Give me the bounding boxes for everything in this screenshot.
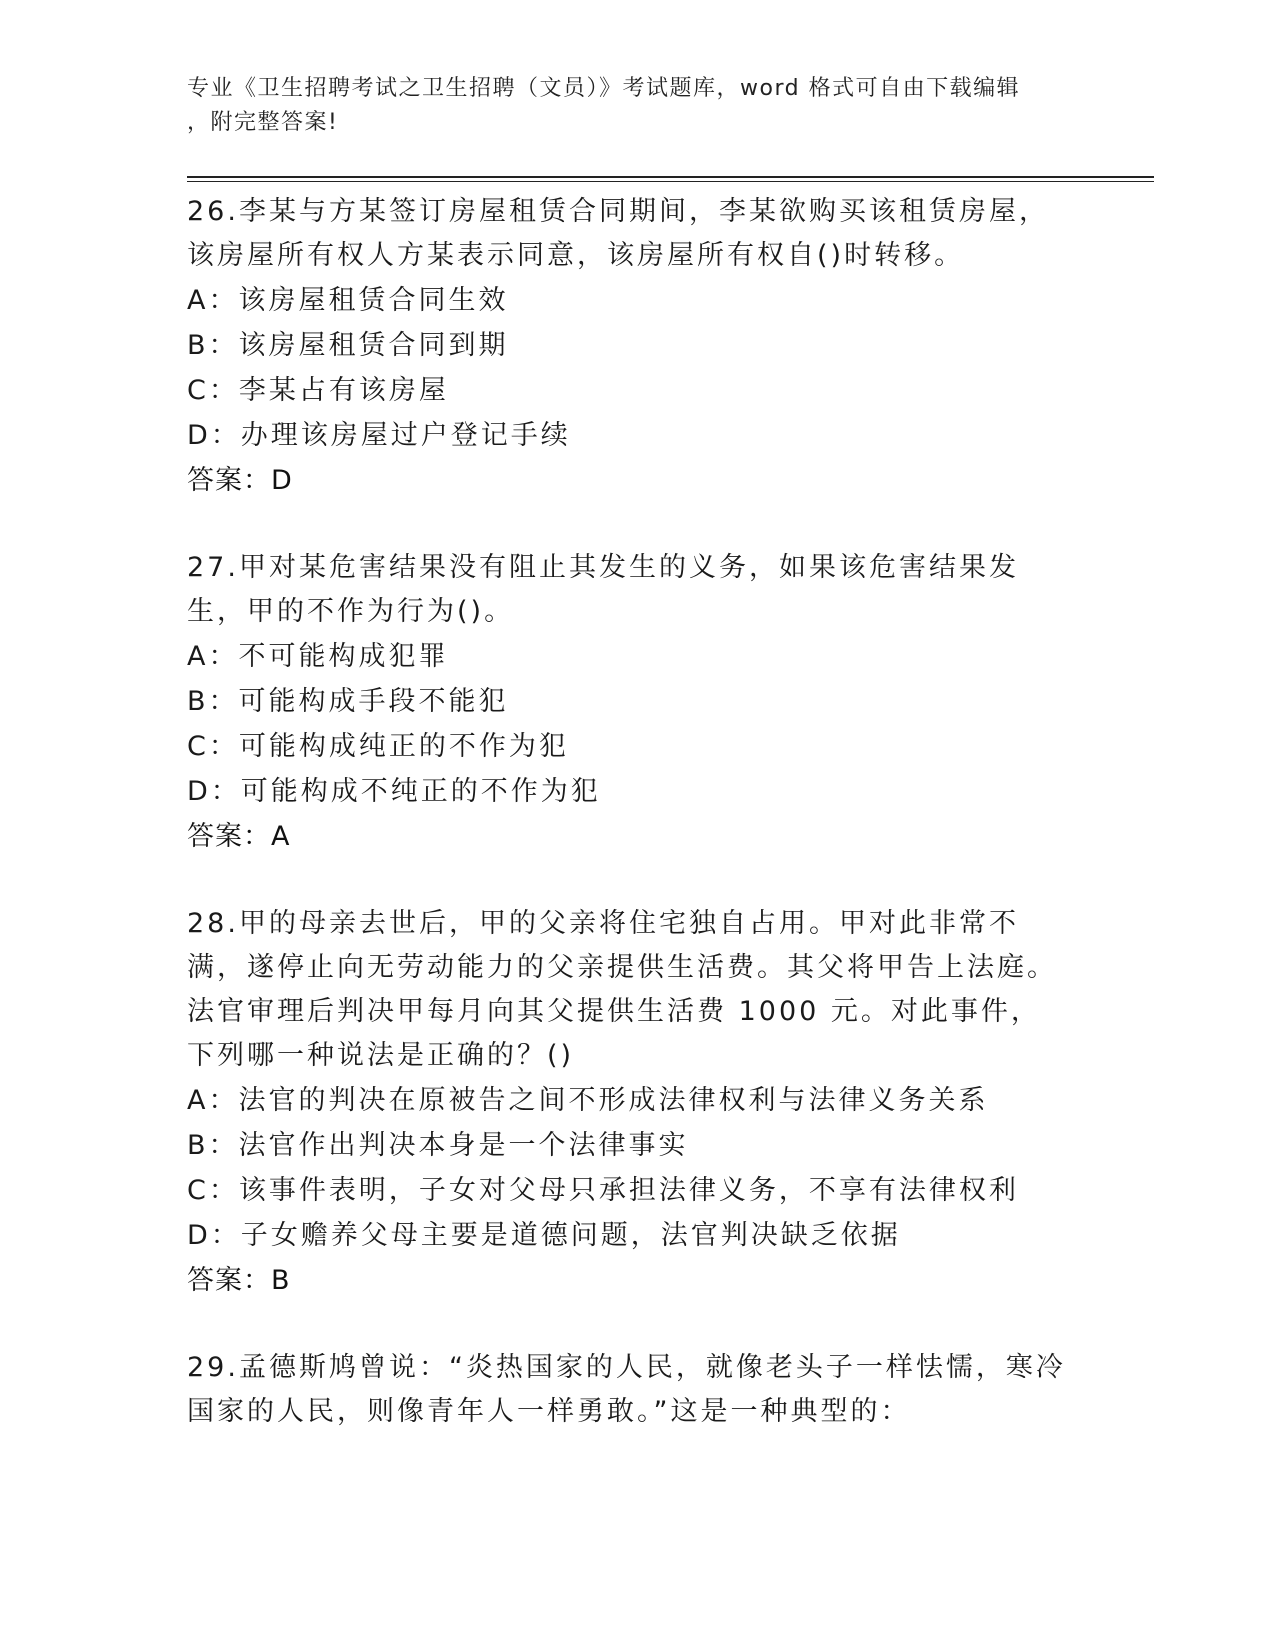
option-d: D：子女赡养父母主要是道德问题，法官判决缺乏依据 bbox=[187, 1220, 901, 1251]
question-stem: 27.甲对某危害结果没有阻止其发生的义务，如果该危害结果发生，甲的不作为行为()。 bbox=[187, 552, 1019, 627]
question-27 bbox=[187, 546, 1067, 860]
question-list bbox=[187, 190, 1067, 1476]
option-b: B：法官作出判决本身是一个法律事实 bbox=[187, 1130, 689, 1161]
option-b: B：可能构成手段不能犯 bbox=[187, 686, 509, 717]
header-line-2: ，附完整答案! bbox=[187, 110, 339, 135]
option-c: C：可能构成纯正的不作为犯 bbox=[187, 731, 569, 762]
question-stem: 29.孟德斯鸠曾说：“炎热国家的人民，就像老头子一样怯懦，寒冷国家的人民，则像青年人一样勇敢。”这是一种典型的： bbox=[187, 1352, 1066, 1427]
header-divider-thick bbox=[187, 176, 1154, 178]
option-d: D：可能构成不纯正的不作为犯 bbox=[187, 776, 601, 807]
answer-line: 答案：D bbox=[187, 465, 293, 496]
question-29 bbox=[187, 1346, 1067, 1434]
option-c: C：该事件表明，子女对父母只承担法律义务，不享有法律权利 bbox=[187, 1175, 1019, 1206]
answer-line: 答案：B bbox=[187, 1265, 291, 1296]
option-d: D：办理该房屋过户登记手续 bbox=[187, 420, 571, 451]
option-b: B：该房屋租赁合同到期 bbox=[187, 330, 509, 361]
option-a: A：不可能构成犯罪 bbox=[187, 641, 449, 672]
option-c: C：李某占有该房屋 bbox=[187, 375, 449, 406]
question-stem: 28.甲的母亲去世后，甲的父亲将住宅独自占用。甲对此非常不满，遂停止向无劳动能力的父亲提供生活费。其父将甲告上法庭。法官审理后判决甲每月向其父提供生活费 1000 元。对此事件，下列哪一种说法是正确的？() bbox=[187, 908, 1057, 1071]
option-a: A：该房屋租赁合同生效 bbox=[187, 285, 509, 316]
question-26 bbox=[187, 190, 1067, 504]
answer-line: 答案：A bbox=[187, 821, 291, 852]
header-divider-thin bbox=[187, 181, 1154, 182]
question-28 bbox=[187, 902, 1067, 1304]
question-stem: 26.李某与方某签订房屋租赁合同期间，李某欲购买该租赁房屋，该房屋所有权人方某表示同意，该房屋所有权自()时转移。 bbox=[187, 196, 1049, 271]
header-line-1: 专业《卫生招聘考试之卫生招聘（文员）》考试题库，word 格式可自由下载编辑 bbox=[187, 76, 1021, 101]
option-a: A：法官的判决在原被告之间不形成法律权利与法律义务关系 bbox=[187, 1085, 989, 1116]
document-header bbox=[187, 72, 1067, 140]
